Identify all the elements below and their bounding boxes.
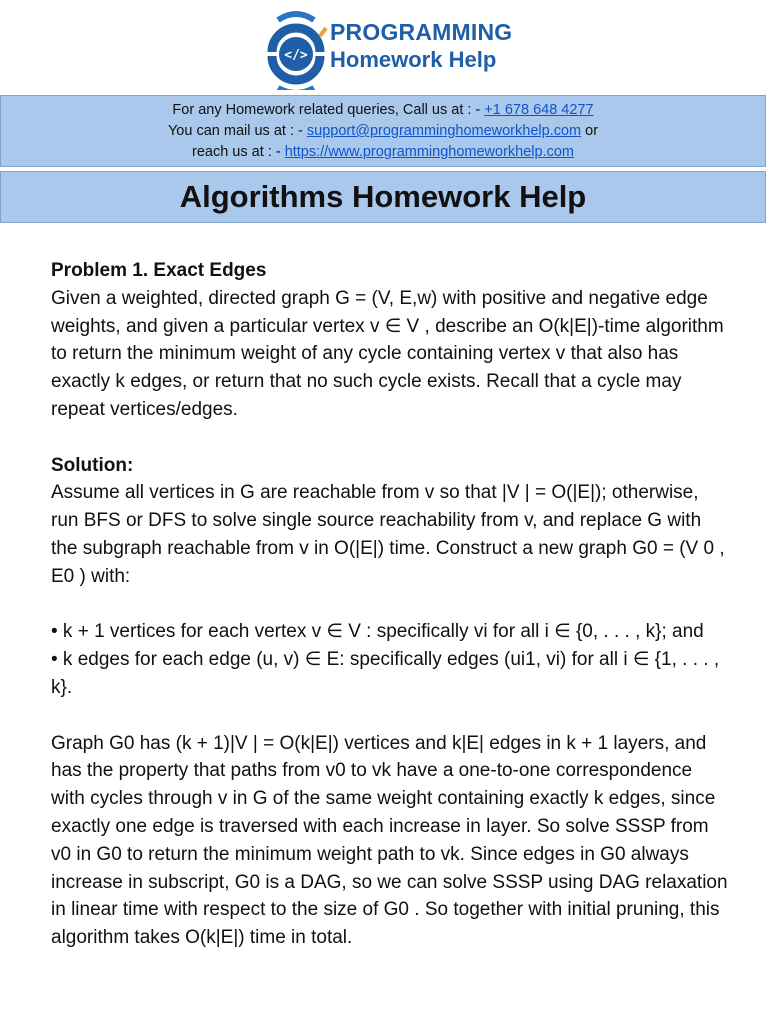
page-title: Algorithms Homework Help (179, 179, 587, 214)
brand-logo (258, 0, 513, 94)
solution-paragraph-1: Assume all vertices in G are reachable from v so that |V | = O(|E|); otherwise, run BFS or DFS to solve single source reachability from v, and replace G with the subgraph reachable from v in O(|E|) time. Construct a new graph G0 = (V 0 , E0 ) with: (51, 482, 725, 587)
bullet-vertices: • k + 1 vertices for each vertex v ∈ V : specifically vi for all i ∈ {0, . . . , k}; and (51, 621, 704, 643)
phone-link[interactable]: +1 678 648 4277 (484, 102, 594, 118)
website-link[interactable]: https://www.programminghomeworkhelp.com (284, 144, 574, 160)
document-body (51, 257, 731, 952)
logo-title: PROGRAMMING (330, 19, 513, 45)
bullet-edges: • k edges for each edge (u, v) ∈ E: specifically edges (ui1, vi) for all i ∈ {1, . . . , k}. (51, 649, 720, 698)
email-suffix: or (581, 123, 599, 139)
title-banner (0, 171, 766, 223)
contact-phone-line (1, 100, 765, 121)
problem-heading: Problem 1. Exact Edges (51, 260, 267, 281)
email-label: You can mail us at : - (167, 123, 307, 139)
website-label: reach us at : - (192, 144, 285, 160)
contact-banner (0, 95, 766, 167)
phone-label: For any Homework related queries, Call us at : - (172, 102, 485, 118)
svg-text:</>: </> (284, 48, 308, 63)
solution-heading: Solution: (51, 454, 134, 476)
email-link[interactable]: support@programminghomeworkhelp.com (306, 123, 582, 139)
code-brackets-icon (264, 6, 328, 90)
logo-subtitle: Homework Help (330, 47, 497, 72)
solution-paragraph-2: Graph G0 has (k + 1)|V | = O(k|E|) vertices and k|E| edges in k + 1 layers, and has the property that paths from v0 to vk have a one-to-one correspondence with cycles through v in G of the same weight containing exactly k edges, since exactly one edge is traversed with each increase in layer. So solve SSSP from v0 in G0 to return the minimum weight path to vk. Since edges in G0 always increase in subscript, G0 is a DAG, so we can solve SSSP using DAG relaxation in linear time with respect to the size of G0 . So together with initial pruning, this algorithm takes O(k|E|) time in total. (51, 732, 728, 949)
contact-website-line (1, 142, 765, 163)
contact-email-line (1, 121, 765, 142)
problem-text: Given a weighted, directed graph G = (V, E,w) with positive and negative edge weights, and given a particular vertex v ∈ V , describe an O(k|E|)-time algorithm to return the minimum weight of any cycle containing vertex v that also has exactly k edges, or return that no such cycle exists. Recall that a cycle may repeat vertices/edges. (51, 287, 724, 420)
